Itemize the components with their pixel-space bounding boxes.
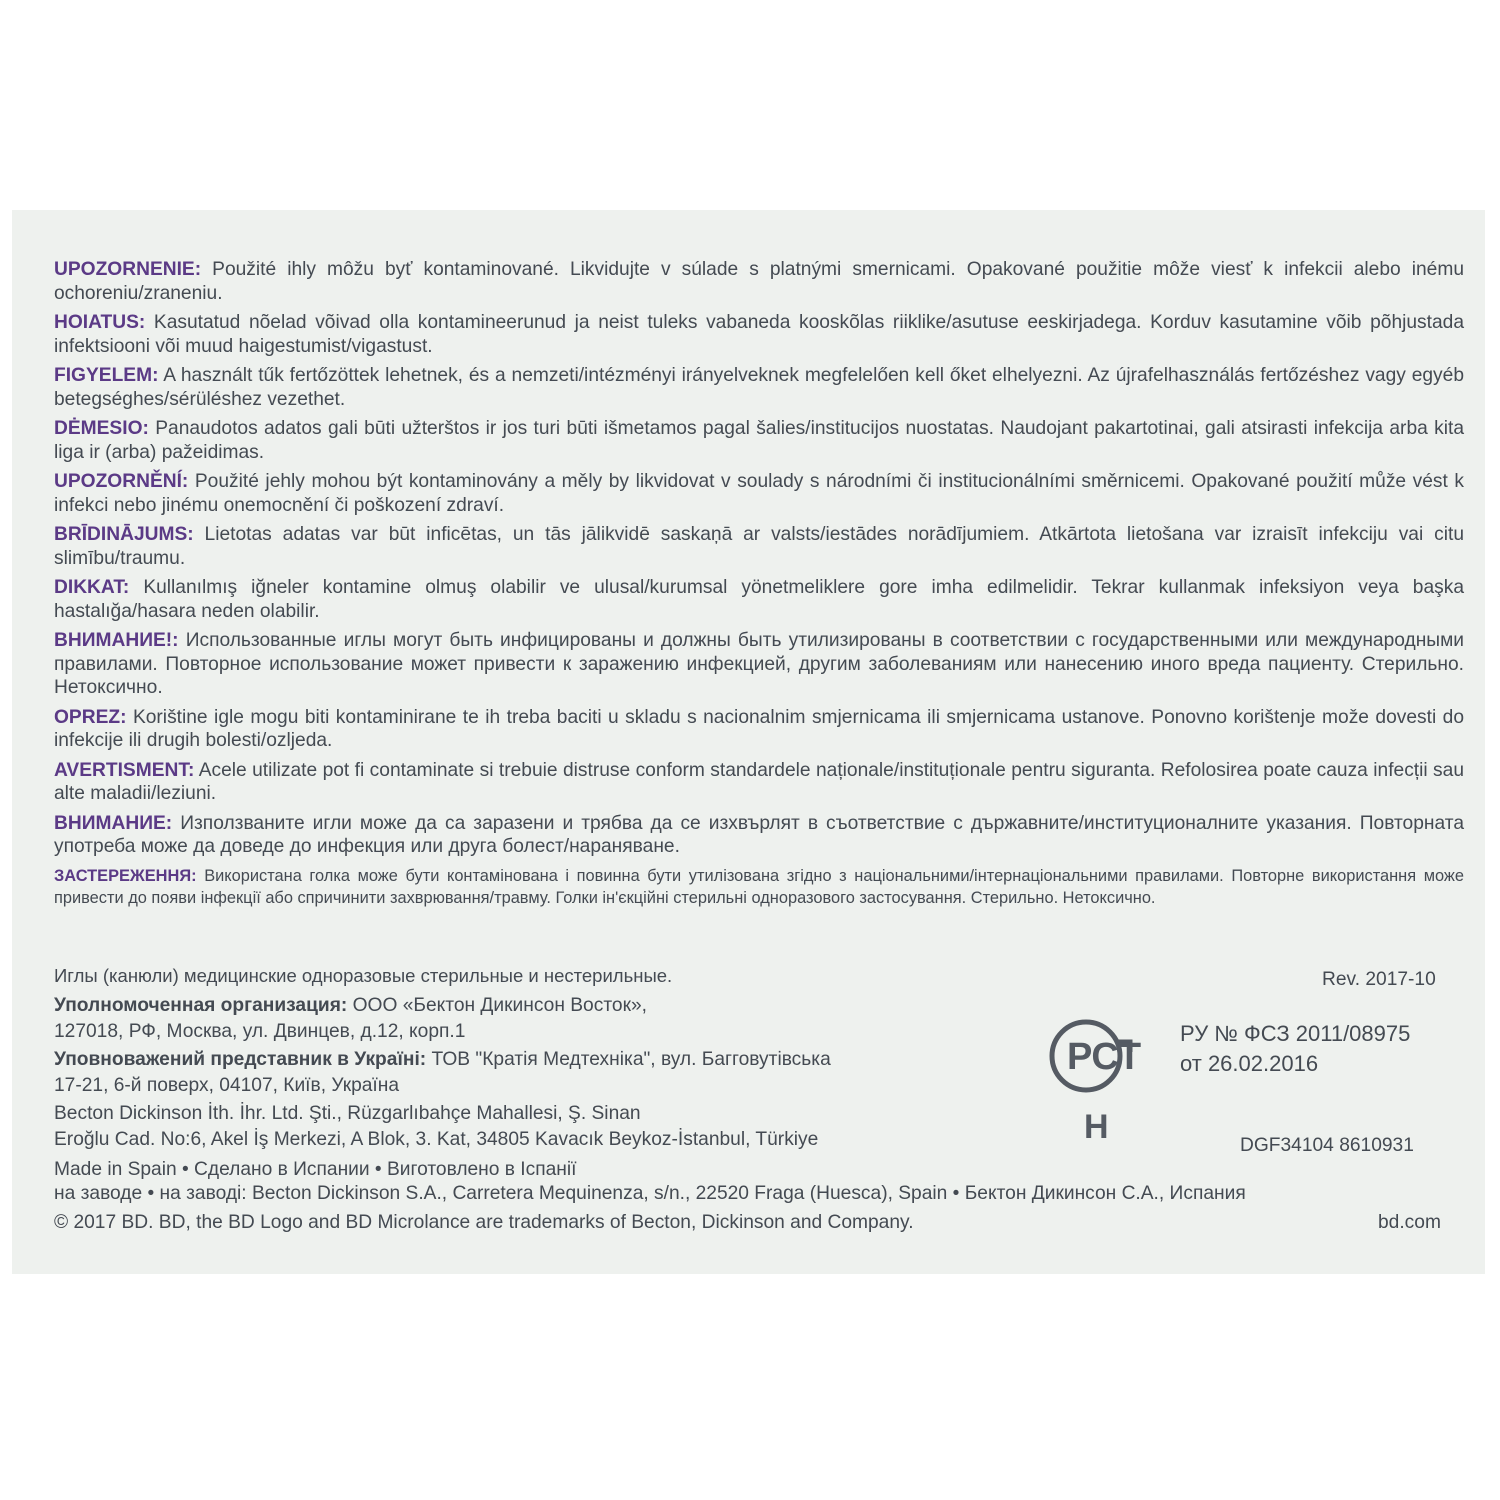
warning-label: AVERTISMENT: (54, 759, 195, 781)
warning-russian (54, 629, 1464, 700)
factory-address: на заводе • на заводі: Becton Dickinson S.A., Carretera Mequinenza, s/n., 22520 Fraga (Huesca), Spain • Бектон Дикинсон С.А., Испания (54, 1183, 1246, 1204)
registration-date: от 26.02.2016 (1180, 1051, 1319, 1076)
warning-label: UPOZORNĚNÍ: (54, 471, 189, 492)
warning-hungarian (54, 364, 1464, 411)
needles-note: Иглы (канюли) медицинские одноразовые стерильные и нестерильные. (54, 965, 673, 986)
warning-text: Lietotas adatas var būt inficētas, un tās jālikvidē saskaņā ar valsts/iestādes norādījumiem. Atkārtota lietošana var izraisīt infekciju vai citu slimību/traumu. (54, 524, 1464, 569)
authorized-rep-text: ООО «Бектон Дикинсон Восток», (347, 995, 647, 1016)
warning-label: ВНИМАНИЕ: (54, 812, 173, 834)
ukraine-rep-line2: 17-21, 6-й поверх, 04107, Київ, Україна (54, 1075, 400, 1096)
warning-romanian (54, 759, 1464, 806)
warning-lithuanian (54, 417, 1464, 464)
ukraine-rep-line1 (54, 1048, 831, 1072)
warning-croatian (54, 706, 1464, 753)
warning-czech (54, 470, 1464, 517)
warning-label: FIGYELEM: (54, 365, 159, 386)
rst-certification-logo (1048, 1018, 1152, 1094)
warning-text: Використана голка може бути контамінована і повинна бути утилізована згідно з національними/інтернаціональними правилами. Повторне використання може привести до появи інфекції або спричинити захврювання/травму. Голки ін'єкційні стерильні одноразового застосування. Стерильно. Нетоксично. (54, 866, 1464, 907)
ukraine-rep-label: Уповноважений представник в Україні: (54, 1049, 427, 1070)
warning-label: HOIATUS: (54, 312, 146, 333)
warning-latvian (54, 523, 1464, 570)
warning-label: BRĪDINĀJUMS: (54, 524, 194, 545)
warning-text: A használt tűk fertőzöttek lehetnek, és a nemzeti/intézményi irányelveknek megfelelően kell őket elhelyezni. Az újrafelhasználás fertőzéshez vagy egyéb betegséghes/sérüléshez vezethet. (54, 365, 1464, 410)
label-panel (12, 210, 1485, 1274)
authorized-rep-label: Уполномоченная организация: (54, 995, 348, 1016)
copyright: © 2017 BD. BD, the BD Logo and BD Microlance are trademarks of Becton, Dickinson and Company. (54, 1212, 914, 1233)
warning-text: Acele utilizate pot fi contaminate si trebuie distruse conform standardele naționale/instituționale pentru siguranta. Refolosirea poate cauza infecții sau alte maladii/leziuni. (54, 759, 1464, 804)
turkey-address-line1: Becton Dickinson İth. İhr. Ltd. Şti., Rüzgarlıbahçe Mahallesi, Ş. Sinan (54, 1103, 641, 1124)
warnings-block (54, 258, 1464, 915)
warning-text: Использованные иглы могут быть инфицированы и должны быть утилизированы в соответствии с государственными или международными правилами. Повторное использование может привести к заражению инфекцией, другим заболеваниям или нанесению иного вреда пациенту. Стерильно. Нетоксично. (54, 630, 1464, 698)
revision: Rev. 2017-10 (1322, 969, 1436, 990)
made-in: Made in Spain • Сделано в Испании • Виготовлено в Іспанії (54, 1159, 577, 1180)
warning-text: Kullanılmış iğneler kontamine olmuş olabilir ve ulusal/kurumsal yönetmeliklere gore imha edilmelidir. Tekrar kullanmak infeksiyon veya başka hastalığa/hasara neden olabilir. (54, 577, 1464, 622)
warning-text: Použité jehly mohou být kontaminovány a měly by likvidovat v soulady s národními či institucionálními směrnicemi. Opakované použití může vést k infekci nebo jinému onemocnění či poškození zdraví. (54, 471, 1464, 516)
registration-number: РУ № ФСЗ 2011/08975 (1180, 1021, 1411, 1046)
warning-text: Panaudotos adatos gali būti užterštos ir jos turi būti išmetamos pagal šalies/institucijos nuostatas. Naudojant pakartotinai, gali atsirasti infekcija arba kita liga ir (arba) pažeidimas. (54, 418, 1464, 463)
product-codes: DGF34104 8610931 (1240, 1135, 1414, 1156)
warning-label: ВНИМАНИЕ!: (54, 630, 179, 651)
h-mark: H (1084, 1108, 1109, 1146)
warning-label: ЗАСТЕРЕЖЕННЯ: (54, 866, 197, 885)
authorized-rep-line2: 127018, РФ, Москва, ул. Двинцев, д.12, корп.1 (54, 1021, 466, 1042)
ukraine-rep-text: ТОВ "Кратія Медтехніка", вул. Багговутівська (426, 1049, 831, 1070)
warning-label: UPOZORNENIE: (54, 259, 202, 280)
warning-turkish (54, 576, 1464, 623)
warning-text: Използваните игли може да са заразени и трябва да се изхвърлят в съответствие с държавните/институционалните указания. Повторната употреба може да доведе до инфекция или друга болест/нараняване. (54, 812, 1464, 857)
warning-label: DĖMESIO: (54, 418, 149, 439)
logo-letters: РСТ (1067, 1036, 1142, 1078)
warning-text: Použité ihly môžu byť kontaminované. Likvidujte v súlade s platnými smernicami. Opakované použitie môže viesť k infekcii alebo inému ochoreniu/zraneniu. (54, 259, 1464, 304)
warning-ukrainian (54, 865, 1464, 909)
warning-label: DIKKAT: (54, 577, 130, 598)
turkey-address-line2: Eroğlu Cad. No:6, Akel İş Merkezi, A Blok, 3. Kat, 34805 Kavacık Beykoz-İstanbul, Türkiye (54, 1129, 819, 1150)
authorized-rep-line1 (54, 994, 647, 1018)
website: bd.com (1378, 1212, 1441, 1233)
warning-text: Korištine igle mogu biti kontaminirane te ih treba baciti u skladu s nacionalnim smjernicama ili smjernicama ustanove. Ponovno korištenje može dovesti do infekcije ili drugih bolesti/ozljeda. (54, 706, 1464, 751)
warning-label: OPREZ: (54, 706, 127, 728)
warning-bulgarian (54, 812, 1464, 859)
warning-text: Kasutatud nõelad võivad olla kontamineerunud ja neist tuleks vabaneda kooskõlas riiklike/asutuse eeskirjadega. Korduv kasutamine võib põhjustada infektsiooni või muud haigestumist/vigastust. (54, 312, 1464, 357)
warning-estonian (54, 311, 1464, 358)
warning-slovak (54, 258, 1464, 305)
